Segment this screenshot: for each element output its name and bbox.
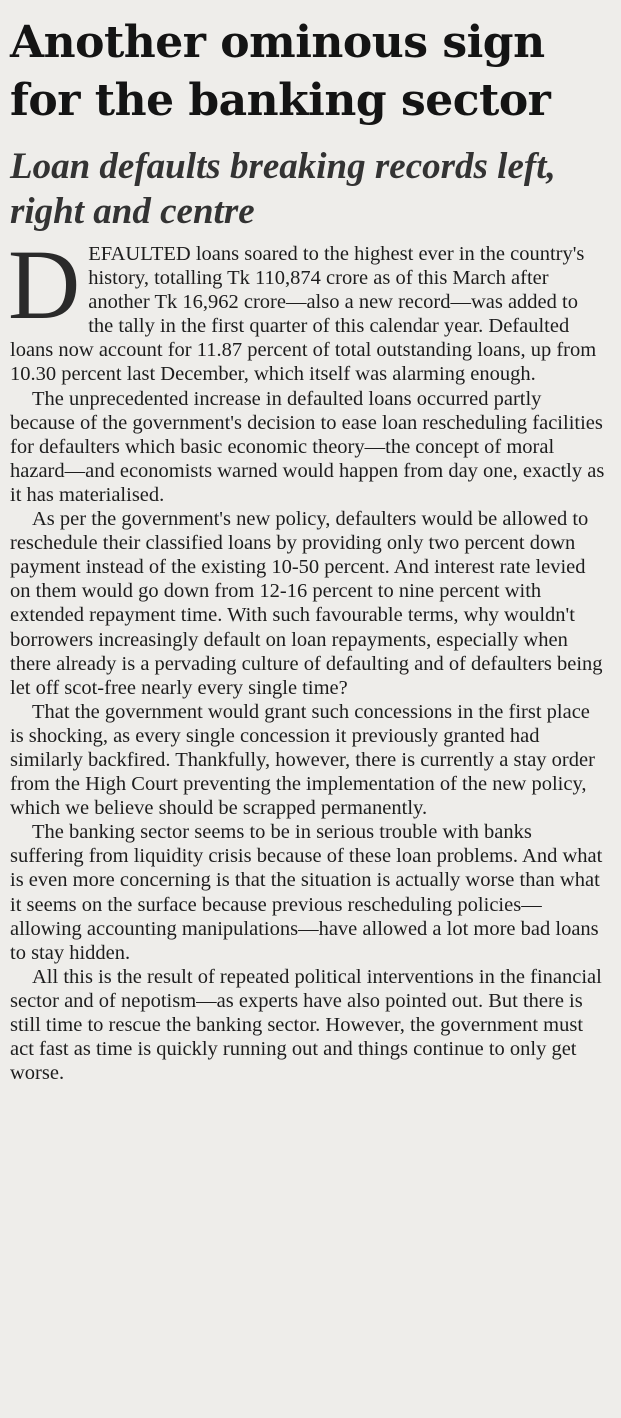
paragraph-1 [8,229,607,387]
subheadline: Loan defaults breaking records left, right and centre [10,146,556,232]
article-body [8,229,607,1085]
paragraph-2: The unprecedented increase in defaulted loans occurred partly because of the government's decision to ease loan rescheduling facilities for defaulters which basic economic theory—the concept of moral hazard—and economists warned would happen from day one, exactly as it has materialised. [10,387,605,506]
paragraph-6: All this is the result of repeated political interventions in the financial sector and of nepotism—as experts have also pointed out. But there is still time to rescue the banking sector. However, the government must act fast as time is quickly running out and things continue to only get worse. [10,965,602,1085]
paragraph-4: That the government would grant such concessions in the first place is shocking, as every single concession it previously granted had similarly backfired. Thankfully, however, there is currently a stay order from the High Court preventing the implementation of the new policy, which we believe should be scrapped permanently. [10,700,595,820]
drop-cap: D [8,229,81,340]
lead-caps: EFAULTED [88,243,191,265]
paragraph-1-text: loans soared to the highest ever in the country's history, totalling Tk 110,874 crore as of this March after another Tk 16,962 crore—also a new record—was added to the tally in the first quarter of this calendar year. Defaulted loans now account for 11.87 percent of total outstanding loans, up from 10.30 percent last December, which itself was alarming enough. [10,243,597,386]
headline: Another ominous sign for the banking sector [10,17,551,126]
paragraph-5: The banking sector seems to be in serious trouble with banks suffering from liquidity crisis because of these loan problems. And what is even more concerning is that the situation is actually worse than what it seems on the surface because previous rescheduling policies—allowing accounting manipulations—have allowed a lot more bad loans to stay hidden. [10,821,603,964]
paragraph-3: As per the government's new policy, defaulters would be allowed to reschedule their classified loans by providing only two percent down payment instead of the existing 10-50 percent. And interest rate levied on them would go down from 12-16 percent to nine percent with extended repayment time. With such favourable terms, why wouldn't borrowers increasingly default on loan repayments, especially when there already is a pervading culture of defaulting and of defaulters being let off scot-free nearly every single time? [10,508,603,699]
